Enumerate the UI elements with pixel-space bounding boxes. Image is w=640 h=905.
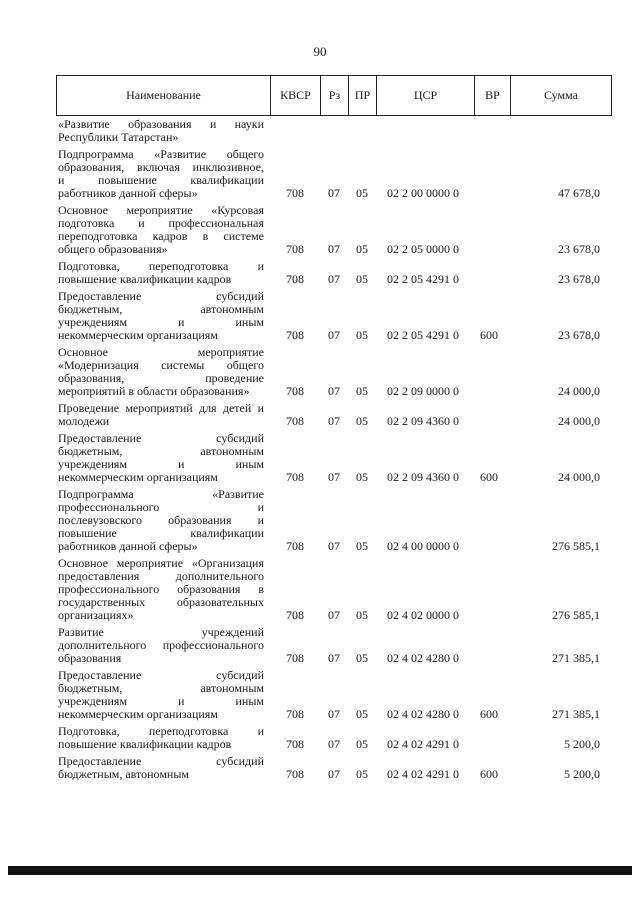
row-name-line: государственных образовательных	[58, 595, 264, 609]
row-sum: 23 678,0	[558, 328, 600, 342]
table-body	[0, 118, 640, 785]
row-name	[58, 557, 264, 622]
row-vr: 600	[480, 707, 498, 721]
row-pr: 05	[356, 384, 368, 398]
row-name	[58, 626, 264, 665]
row-name	[58, 402, 264, 428]
page-number: 90	[313, 44, 327, 59]
row-sum: 271 385,1	[552, 707, 600, 721]
table-row	[0, 148, 640, 204]
header-sum: Сумма	[511, 76, 612, 116]
row-name	[58, 204, 264, 256]
row-csr: 02 4 02 4291 0	[387, 767, 459, 781]
row-name-line: Подпрограмма «Развитие общего	[58, 147, 264, 161]
row-name-line: общего образования»	[58, 242, 168, 256]
row-csr: 02 2 05 4291 0	[387, 272, 459, 286]
row-sum: 276 585,1	[552, 539, 600, 553]
row-name-line: некоммерческим организациям	[58, 707, 218, 721]
row-csr: 02 2 05 0000 0	[387, 242, 459, 256]
row-name-line: работников данной сферы»	[58, 539, 198, 553]
row-kvsr: 708	[286, 737, 304, 751]
row-pr: 05	[356, 242, 368, 256]
row-pr: 05	[356, 186, 368, 200]
row-kvsr: 708	[286, 767, 304, 781]
bottom-scan-border	[8, 866, 632, 875]
row-name-line: учреждениям и иным	[58, 457, 264, 471]
row-name-line: бюджетным, автономным	[58, 302, 264, 316]
row-kvsr: 708	[286, 384, 304, 398]
row-name-line: организациях»	[58, 608, 134, 622]
row-name-line: мероприятий в области образования»	[58, 384, 250, 398]
row-kvsr: 708	[286, 186, 304, 200]
row-name-line: образования, проведение	[58, 371, 264, 385]
row-name-line: «Развитие образования и науки	[58, 117, 264, 131]
row-pr: 05	[356, 651, 368, 665]
row-name-line: некоммерческим организациям	[58, 328, 218, 342]
row-kvsr: 708	[286, 608, 304, 622]
row-vr: 600	[480, 767, 498, 781]
row-name-line: и повышение квалификации	[58, 173, 264, 187]
row-name-line: молодежи	[58, 414, 110, 428]
row-name-line: бюджетным, автономным	[58, 767, 189, 781]
row-name	[58, 432, 264, 484]
row-csr: 02 4 02 4280 0	[387, 707, 459, 721]
row-name-line: дополнительного профессионального	[58, 638, 264, 652]
row-vr: 600	[480, 328, 498, 342]
row-name-line: образования	[58, 651, 122, 665]
table-row	[0, 290, 640, 346]
row-rz: 07	[328, 608, 340, 622]
row-name-line: послевузовского образования и	[58, 513, 264, 527]
row-rz: 07	[328, 767, 340, 781]
row-rz: 07	[328, 707, 340, 721]
row-rz: 07	[328, 384, 340, 398]
row-name	[58, 669, 264, 721]
row-csr: 02 2 00 0000 0	[387, 186, 459, 200]
row-pr: 05	[356, 470, 368, 484]
row-name-line: Предоставление субсидий	[58, 668, 264, 682]
row-name	[58, 755, 264, 781]
header-csr: ЦСР	[377, 76, 475, 116]
table-row	[0, 346, 640, 402]
row-pr: 05	[356, 767, 368, 781]
row-name-line: Предоставление субсидий	[58, 289, 264, 303]
row-name	[58, 148, 264, 200]
row-name	[58, 118, 264, 144]
row-rz: 07	[328, 242, 340, 256]
row-name-line: повышение квалификации	[58, 526, 264, 540]
row-kvsr: 708	[286, 470, 304, 484]
row-sum: 276 585,1	[552, 608, 600, 622]
row-sum: 24 000,0	[558, 414, 600, 428]
row-name-line: Основное мероприятие «Организация	[58, 556, 264, 570]
row-name-line: работников данной сферы»	[58, 186, 198, 200]
row-pr: 05	[356, 737, 368, 751]
row-name-line: Подпрограмма «Развитие	[58, 487, 264, 501]
row-rz: 07	[328, 737, 340, 751]
row-name-line: некоммерческим организациям	[58, 470, 218, 484]
table-row	[0, 626, 640, 669]
table-row	[0, 488, 640, 557]
row-csr: 02 4 02 4291 0	[387, 737, 459, 751]
row-pr: 05	[356, 328, 368, 342]
row-name-line: Предоставление субсидий	[58, 431, 264, 445]
row-sum: 5 200,0	[564, 767, 600, 781]
row-sum: 24 000,0	[558, 384, 600, 398]
row-rz: 07	[328, 651, 340, 665]
row-name	[58, 290, 264, 342]
row-pr: 05	[356, 272, 368, 286]
row-kvsr: 708	[286, 272, 304, 286]
table-row	[0, 118, 640, 148]
row-sum: 271 385,1	[552, 651, 600, 665]
row-kvsr: 708	[286, 328, 304, 342]
row-name-line: Основное мероприятие «Курсовая	[58, 203, 264, 217]
row-pr: 05	[356, 707, 368, 721]
row-name	[58, 488, 264, 553]
table-row	[0, 204, 640, 260]
table-row	[0, 557, 640, 626]
row-name-line: Предоставление субсидий	[58, 754, 264, 768]
row-name-line: Развитие учреждений	[58, 625, 264, 639]
row-kvsr: 708	[286, 242, 304, 256]
row-name-line: Подготовка, переподготовка и	[58, 724, 264, 738]
row-rz: 07	[328, 414, 340, 428]
row-csr: 02 4 02 4280 0	[387, 651, 459, 665]
row-sum: 23 678,0	[558, 272, 600, 286]
row-pr: 05	[356, 539, 368, 553]
row-name-line: повышение квалификации кадров	[58, 737, 232, 751]
row-rz: 07	[328, 470, 340, 484]
row-name-line: профессионального и	[58, 500, 264, 514]
header-kvsr: КВСР	[271, 76, 321, 116]
row-name-line: Подготовка, переподготовка и	[58, 259, 264, 273]
row-sum: 24 000,0	[558, 470, 600, 484]
row-kvsr: 708	[286, 651, 304, 665]
table-row	[0, 402, 640, 432]
row-name-line: профессионального образования в	[58, 582, 264, 596]
row-csr: 02 2 09 4360 0	[387, 470, 459, 484]
row-csr: 02 2 09 0000 0	[387, 384, 459, 398]
row-name-line: Республики Татарстан»	[58, 130, 179, 144]
row-csr: 02 2 09 4360 0	[387, 414, 459, 428]
row-name	[58, 260, 264, 286]
header-vr: ВР	[475, 76, 511, 116]
table-row	[0, 260, 640, 290]
row-vr: 600	[480, 470, 498, 484]
row-rz: 07	[328, 186, 340, 200]
row-name-line: бюджетным, автономным	[58, 681, 264, 695]
row-csr: 02 2 05 4291 0	[387, 328, 459, 342]
row-csr: 02 4 00 0000 0	[387, 539, 459, 553]
row-name	[58, 725, 264, 751]
table-row	[0, 725, 640, 755]
row-name	[58, 346, 264, 398]
row-pr: 05	[356, 608, 368, 622]
row-kvsr: 708	[286, 707, 304, 721]
row-sum: 47 678,0	[558, 186, 600, 200]
row-name-line: подготовка и профессиональная	[58, 216, 264, 230]
row-name-line: переподготовка кадров в системе	[58, 229, 264, 243]
row-name-line: «Модернизация системы общего	[58, 358, 264, 372]
row-kvsr: 708	[286, 539, 304, 553]
row-pr: 05	[356, 414, 368, 428]
row-kvsr: 708	[286, 414, 304, 428]
row-rz: 07	[328, 539, 340, 553]
table-row	[0, 755, 640, 785]
row-name-line: бюджетным, автономным	[58, 444, 264, 458]
row-sum: 23 678,0	[558, 242, 600, 256]
row-rz: 07	[328, 272, 340, 286]
row-sum: 5 200,0	[564, 737, 600, 751]
header-pr: ПР	[349, 76, 377, 116]
table-row	[0, 432, 640, 488]
table-header	[56, 75, 612, 116]
row-name-line: образования, включая инклюзивное,	[58, 160, 264, 174]
row-name-line: Основное мероприятие	[58, 345, 264, 359]
row-name-line: повышение квалификации кадров	[58, 272, 232, 286]
row-name-line: учреждениям и иным	[58, 315, 264, 329]
table-row	[0, 669, 640, 725]
header-name: Наименование	[57, 76, 271, 116]
header-rz: Рз	[321, 76, 349, 116]
row-name-line: предоставления дополнительного	[58, 569, 264, 583]
row-name-line: учреждениям и иным	[58, 694, 264, 708]
row-csr: 02 4 02 0000 0	[387, 608, 459, 622]
row-name-line: Проведение мероприятий для детей и	[58, 401, 264, 415]
row-rz: 07	[328, 328, 340, 342]
